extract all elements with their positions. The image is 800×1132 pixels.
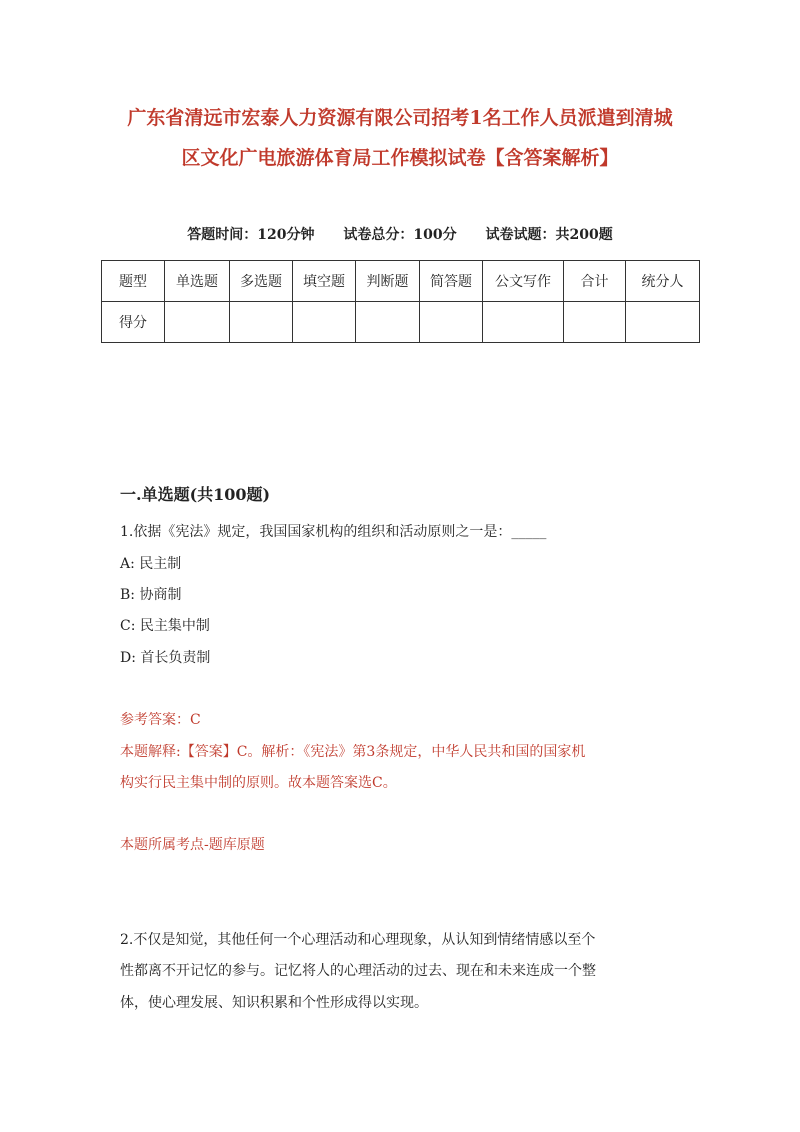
exam-time: 答题时间：120分钟	[187, 227, 315, 243]
doc-title-line2: 区文化广电旅游体育局工作模拟试卷【含答案解析】	[181, 147, 619, 169]
header-cell: 统分人	[626, 261, 700, 302]
q1-answer: 参考答案：C	[120, 712, 201, 728]
score-row-label: 得分	[102, 302, 165, 343]
q1-explanation-line1: 本题解释:【答案】C。解析：《宪法》第3条规定，中华人民共和国的国家机	[120, 744, 586, 760]
header-cell: 多选题	[230, 261, 293, 302]
score-cell	[483, 302, 564, 343]
score-cell	[293, 302, 356, 343]
section-title: 一.单选题(共100题)	[120, 485, 271, 504]
q2-line2: 性都离不开记忆的参与。记忆将人的心理活动的过去、现在和未来连成一个整	[120, 963, 596, 979]
score-table-score-row	[102, 302, 700, 343]
score-cell	[626, 302, 700, 343]
score-table-header-row	[102, 261, 700, 302]
score-cell	[165, 302, 230, 343]
header-cell: 填空题	[293, 261, 356, 302]
header-cell: 合计	[564, 261, 626, 302]
score-cell	[420, 302, 483, 343]
exam-total: 试卷总分：100分	[343, 227, 457, 243]
exam-meta	[100, 224, 700, 244]
score-cell	[356, 302, 420, 343]
q1-stem: 1.依据《宪法》规定，我国国家机构的组织和活动原则之一是：_____	[120, 524, 547, 540]
score-cell	[230, 302, 293, 343]
header-cell: 公文写作	[483, 261, 564, 302]
q1-option-b: B: 协商制	[120, 587, 182, 603]
header-cell: 单选题	[165, 261, 230, 302]
doc-title-line1: 广东省清远市宏泰人力资源有限公司招考1名工作人员派遣到清城	[127, 107, 673, 129]
q1-option-c: C: 民主集中制	[120, 618, 210, 634]
header-cell: 简答题	[420, 261, 483, 302]
q1-option-a: A: 民主制	[120, 556, 182, 572]
score-table	[101, 260, 700, 343]
q1-option-d: D: 首长负责制	[120, 650, 211, 666]
exam-count: 试卷试题：共200题	[485, 227, 613, 243]
q1-knowledge-point: 本题所属考点-题库原题	[120, 837, 265, 853]
q1-explanation-line2: 构实行民主集中制的原则。故本题答案选C。	[120, 775, 397, 791]
header-cell: 判断题	[356, 261, 420, 302]
q2-line3: 体，使心理发展、知识积累和个性形成得以实现。	[120, 995, 428, 1011]
score-cell	[564, 302, 626, 343]
q2-line1: 2.不仅是知觉，其他任何一个心理活动和心理现象，从认知到情绪情感以至个	[120, 932, 596, 948]
header-cell: 题型	[102, 261, 165, 302]
